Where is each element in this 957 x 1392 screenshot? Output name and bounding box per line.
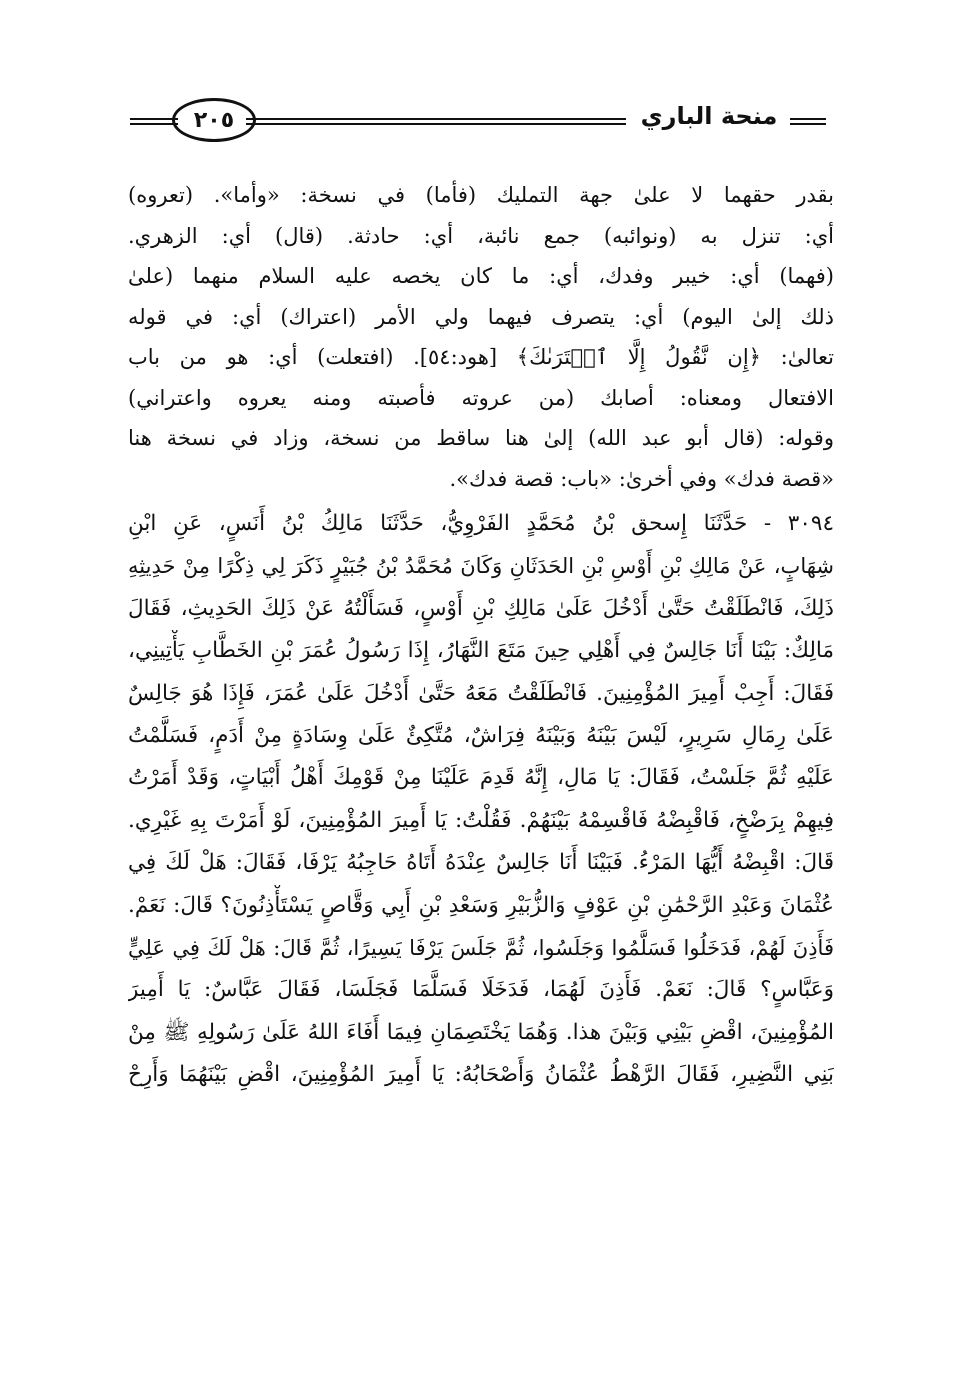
hadith-line: شِهَابٍ، عَنْ مَالِكِ بْنِ أَوْسِ بْنِ الحَدَثَانِ وَكَانَ مُحَمَّدُ بْنُ جُبَيْرٍ ذَكَرَ لِي ذِكْرًا مِنْ حَدِيثِهِ xyxy=(128,554,834,579)
commentary-line: ذلك إلىٰ اليوم) أي: يتصرف فيهما ولي الأمر (اعتراك) أي: في قوله xyxy=(128,304,834,329)
hadith-line: عَلَيْهِ ثُمَّ جَلَسْتُ، فَقَالَ: يَا مَالِ، إِنَّهُ قَدِمَ عَلَيْنَا مِنْ قَوْمِكَ أَهْلُ أَبْيَاتٍ، وَقَدْ أَمَرْتُ xyxy=(128,765,834,791)
header-rule-right xyxy=(790,118,826,125)
commentary-line: تعالىٰ: ﴿إِن نَّقُولُ إِلَّا ٱعۡتَرَىٰكَ﴾ [هود:٥٤]. (افتعلت) أي: هو من باب xyxy=(128,345,834,369)
hadith-line: المُؤْمِنِينَ، اقْضِ بَيْنِي وَبَيْنَ هذا. وَهُمَا يَخْتَصِمَانِ فِيمَا أَفَاءَ اللهُ عَلَىٰ رَسُولِهِ ﷺ مِنْ xyxy=(128,1019,834,1045)
header-rule-left xyxy=(130,118,178,125)
hadith-line: عُثْمَانَ وَعَبْدِ الرَّحْمَٰنِ بْنِ عَوْفٍ وَالزُّبَيْرِ وَسَعْدِ بْنِ أَبِي وَقَّاصٍ يَسْتَأْذِنُونَ؟ قَالَ: نَعَمْ. xyxy=(128,892,834,918)
page-body xyxy=(128,175,834,1096)
commentary-block xyxy=(128,175,834,499)
hadith-line: قَالَ: اقْبِضْهُ أَيُّهَا المَرْءُ. فَبَيْنَا أَنَا جَالِسٌ عِنْدَهُ أَتَاهُ حَاجِبُهُ يَرْفَا، فَقَالَ: هَلْ لَكَ فِي xyxy=(128,850,834,876)
page-header xyxy=(0,88,957,148)
commentary-line: بقدر حقهما لا علىٰ جهة التمليك (فأما) في نسخة: «وأما». (تعروه) xyxy=(128,183,834,207)
hadith-line: فَأَذِنَ لَهُمْ، فَدَخَلُوا فَسَلَّمُوا وَجَلَسُوا، ثُمَّ جَلَسَ يَرْفَا يَسِيرًا، ثُمَّ قَالَ: هَلْ لَكَ فِي عَلِيٍّ xyxy=(128,935,834,960)
commentary-line: وقوله: (قال أبو عبد الله) إلىٰ هنا ساقط من نسخة، وزاد في نسخة هنا xyxy=(128,426,834,450)
hadith-line: فَقَالَ: أَجِبْ أَمِيرَ المُؤْمِنِينَ. فَانْطَلَقْتُ مَعَهُ حَتَّىٰ أَدْخُلَ عَلَىٰ عُمَرَ، فَإِذَا هُوَ جَالِسٌ xyxy=(128,680,834,706)
hadith-line: بَنِي النَّضِيرِ، فَقَالَ الرَّهْطُ عُثْمَانُ وَأَصْحَابُهُ: يَا أَمِيرَ المُؤْمِنِينَ، اقْضِ بَيْنَهُمَا وَأَرِحْ xyxy=(128,1062,834,1088)
commentary-line: (فهما) أي: خيبر وفدك، أي: ما كان يخصه عليه السلام منهما (علىٰ xyxy=(128,264,834,288)
hadith-line: ٣٠٩٤ - حَدَّثَنَا إِسحق بْنُ مُحَمَّدٍ الفَرْوِيُّ، حَدَّثَنَا مَالِكُ بْنُ أَنَسٍ، عَنِ ابْنِ xyxy=(128,511,834,536)
commentary-line: أي: تنزل به (ونوائبه) جمع نائبة، أي: حادثة. (قال) أي: الزهري. xyxy=(128,223,834,248)
hadith-line: عَلَىٰ رِمَالِ سَرِيرٍ، لَيْسَ بَيْنَهُ وَبَيْنَهُ فِرَاشٌ، مُتَّكِئٌ عَلَىٰ وِسَادَةٍ مِنْ أَدَمٍ، فَسَلَّمْتُ xyxy=(128,722,834,748)
commentary-line: «قصة فدك» وفي أخرىٰ: «باب: قصة فدك». xyxy=(449,466,834,491)
hadith-line: مَالِكٌ: بَيْنَا أَنَا جَالِسٌ فِي أَهْلِي حِينَ مَتَعَ النَّهَارُ، إِذَا رَسُولُ عُمَرَ بْنِ الخَطَّابِ يَأْتِينِي، xyxy=(128,638,834,664)
commentary-line: الافتعال ومعناه: أصابك (من عروته فأصبته ومنه يعروه واعتراني) xyxy=(128,385,834,410)
running-title: منحة الباري xyxy=(640,102,778,130)
hadith-line: وَعَبَّاسٍ؟ قَالَ: نَعَمْ. فَأَذِنَ لَهُمَا، فَدَخَلَا فَسَلَّمَا فَجَلَسَا، فَقَالَ عَبَّاسٌ: يَا أَمِيرَ xyxy=(128,977,834,1003)
hadith-line: ذَلِكَ، فَانْطَلَقْتُ حَتَّىٰ أَدْخُلَ عَلَىٰ مَالِكِ بْنِ أَوْسٍ، فَسَأَلْتُهُ عَنْ ذَلِكَ الحَدِيثِ، فَقَالَ xyxy=(128,595,834,621)
page-number: ٢٠٥ xyxy=(172,98,256,142)
header-rule-middle xyxy=(246,118,626,125)
hadith-block xyxy=(128,503,834,1096)
hadith-line: فِيهِمْ بِرَضْخٍ، فَاقْبِضْهُ فَاقْسِمْهُ بَيْنَهُمْ. فَقُلْتُ: يَا أَمِيرَ المُؤْمِنِينَ، لَوْ أَمَرْتَ بِهِ غَيْرِي. xyxy=(128,807,834,833)
